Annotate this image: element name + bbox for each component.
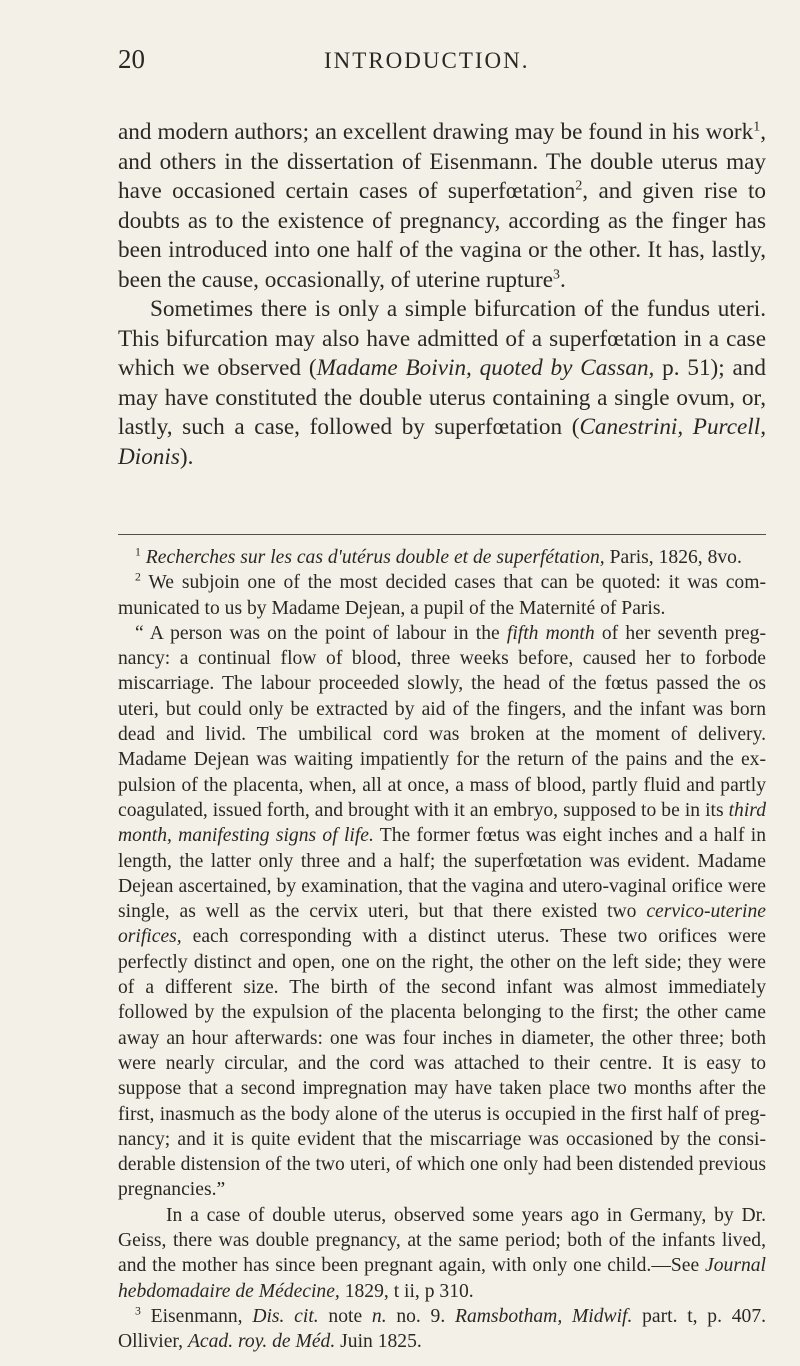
page-header [118,44,768,80]
footnotes [118,545,766,1355]
paragraph-continuation: and modern authors; an excellent drawing may be found in his work$^1$, and others in the dissertation of Eisenmann. The double uterus may have occasioned certain cases of superfœtation$^2$, and given rise to doubts as to the existence of pregnancy, according as the finger has been introduced into one half of the vagina or the other. It has, lastly, been the cause, occasionally, of uterine rupture$^3$. [118,119,766,293]
footnote-2-germany-case: In a case of double uterus, observed some years ago in Germany, by Dr. Geiss, there was double pregnancy, at the same period; both of the infants lived, and the mother has since been pregnant again, with only one child.—See Journal hebdomadaire de Médecine, 1829, t ii, p 310. [118,1204,766,1302]
footnote-1: $^1$ Recherches sur les cas d'utérus double et de superfétation, Paris, 1826, 8vo. [135,545,742,568]
footnote-1-mark: 1 [135,545,141,559]
footnote-2: $^2$ We subjoin one of the most decided cases that can be quoted: it was communicated to us by Madame Dejean, a pupil of the Maternité of Paris. [118,570,766,619]
footnote-ref-3: 3 [553,266,560,282]
footnote-2-mark: 2 [135,570,141,584]
footnote-divider [118,534,766,535]
footnote-ref-1: 1 [753,119,761,135]
footnote-3: $^3$ Eisenmann, Dis. cit. note n. no. 9. Ramsbotham, Midwif. part. t, p. 407. Ollivier, Acad. roy. de Méd. Juin 1825. [118,1304,767,1353]
running-title: INTRODUCTION. [324,48,530,73]
footnote-3-mark: 3 [135,1304,141,1318]
footnote-2-quote: “ A person was on the point of labour in the fifth month of her seventh pregnancy: a continual flow of blood, three weeks before, caused her to forbode miscarriage. The labour proceeded slowly, the head of the fœtus passed the os uteri, but could only be extracted by aid of the fingers, and the infant was born dead and livid. The umbilical cord was broken at the moment of delivery. Madame Dejean was waiting impatiently for the return of the pains and the expulsion of the placenta, when, all at once, a mass of blood, partly fluid and partly coagulated, issued forth, and brought with it an embryo, supposed to be in its third month, manifesting signs of life. The former fœtus was eight inches and a half in length, the latter only three and a half; the superfœtation was evident. Madame Dejean ascertained, by examination, that the vagina and utero-vaginal orifice were single, as well as the cervix uteri, but that there existed two cervico-uterine orifices, each corresponding with a distinct uterus. These two orifices were perfectly distinct and open, one on the right, the other on the left side; they were of a different size. The birth of the second infant was almost immediately followed by the expulsion of the placenta belonging to the first; the other came away an hour afterwards: one was four inches in diameter, the other three; both were nearly circular, and the cord was attached to their centre. It is easy to suppose that a second impregnation may have taken place two months after the first, inasmuch as the body alone of the uterus is occupied in the first half of pregnancy; and it is quite evident that the miscarriage was occasioned by the considerable distension of the two uteri, of which one only had been distended previous pregnancies.” [118,622,766,1201]
paragraph-bifurcation: Sometimes there is only a simple bifurcation of the fundus uteri. This bifurcation may also have admitted of a superfœtation in a case which we observed (Madame Boivin, quoted by Cassan, p. 51); and may have constituted the double uterus containing a single ovum, or, lastly, such a case, followed by superfœtation (Canestrini, Purcell, Dionis). [118,296,766,470]
page-number: 20 [118,44,145,74]
main-text [118,118,766,472]
footnote-ref-2: 2 [575,178,583,194]
